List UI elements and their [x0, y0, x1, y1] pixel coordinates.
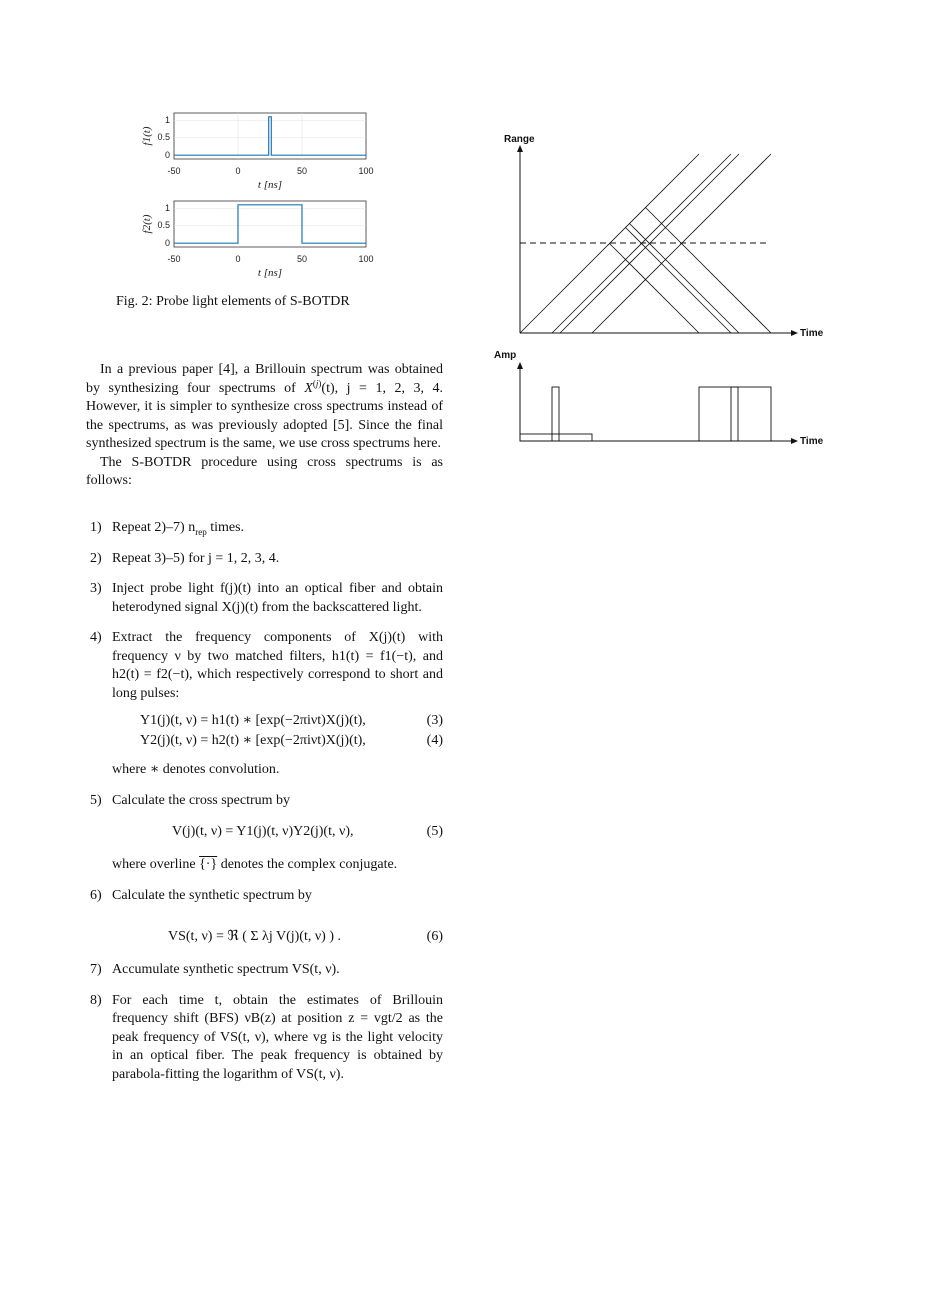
step-2: 2) Repeat 3)–5) for j = 1, 2, 3, 4.	[90, 550, 280, 566]
ytick: 0.5	[157, 220, 170, 230]
plot-f1-line	[174, 117, 366, 155]
plot-f2-frame	[174, 201, 366, 247]
step-8: 8) For each time t, obtain the estimates of Brillouin frequency shift (BFS) νB(z) at position z = vgt/2 as the peak frequency of VS(t, ν), where vg is the light velocity in an optical fiber. The peak frequency is obtained by parabola-fitting the logarithm of VS(t, ν).	[90, 992, 443, 1082]
xtick: 50	[296, 254, 308, 264]
plot-f1	[141, 113, 374, 191]
ytick: 1	[164, 203, 170, 213]
figure-2-caption: Fig. 2: Probe light elements of S-BOTDR	[116, 294, 350, 309]
plot-f2-xlabel: t [ns]	[257, 267, 283, 279]
xtick: 100	[358, 166, 374, 176]
xtick: 50	[296, 166, 308, 176]
range-label: Range	[504, 134, 535, 145]
amp-label: Amp	[494, 350, 517, 361]
plot-f1-frame	[174, 113, 366, 159]
plot-f1-xlabel: t [ns]	[257, 179, 283, 191]
xtick: 0	[235, 166, 241, 176]
equation-5: V(j)(t, ν) = Y1(j)(t, ν)Y2(j)(t, ν), (5)	[172, 824, 443, 839]
equation-6: VS(t, ν) = ℜ ( Σ λj V(j)(t, ν) ) . (6)	[168, 929, 443, 944]
step-6: 6) Calculate the synthetic spectrum by VS(t, ν) = ℜ ( Σ λj V(j)(t, ν) ) . (6)	[86, 887, 443, 948]
step-5: 5) Calculate the cross spectrum by V(j)(t, ν) = Y1(j)(t, ν)Y2(j)(t, ν), (5) where overline {·} denotes the complex conjugate.	[86, 792, 443, 875]
step-7: 7) Accumulate synthetic spectrum VS(t, ν).	[90, 962, 340, 977]
range-time-diagram	[490, 128, 830, 453]
plot-f2	[141, 201, 374, 279]
ytick: 0	[164, 150, 170, 160]
step-4: 4) Extract the frequency components of X(j)(t) with frequency ν by two matched filters, h1(t) = f1(−t), and h2(t) = f2(−t), which respectively correspond to short and long pulses: Y1(j)(t, ν) = h1(t) ∗ [exp(−2πiνt)X(j)(t), (3) Y2(j)(t, ν) = h2(t) ∗ [exp(−2πiνt)X(j)(t), (4) where ∗ denotes convolution.	[86, 629, 443, 780]
time-label-bottom: Time	[800, 436, 824, 447]
xtick: 0	[235, 254, 241, 264]
plot-f1-ylabel: f1(t)	[141, 126, 153, 146]
figure-2	[130, 105, 400, 285]
procedure-list	[86, 519, 443, 1096]
ytick: 1	[164, 115, 170, 125]
pulse-shapes	[520, 387, 771, 441]
plot-f2-line	[174, 205, 366, 243]
step-4-note: where ∗ denotes convolution.	[112, 762, 280, 777]
step-1: 1) Repeat 2)–7) $n_{rep}$ times.	[90, 520, 245, 537]
step-3: 3) Inject probe light f(j)(t) into an optical fiber and obtain heterodyned signal X(j)(t) from the backscattered light.	[90, 581, 443, 615]
equation-3: Y1(j)(t, ν) = h1(t) ∗ [exp(−2πiνt)X(j)(t), (3)	[140, 713, 443, 728]
step-5-note: where overline {·} denotes the complex conjugate.	[112, 857, 398, 872]
plot-f2-ylabel: f2(t)	[141, 214, 153, 234]
xtick: -50	[167, 254, 181, 264]
p1-text-b: (t), j = 1, 2, 3, 4. However, it is simpler to synthesize cross spectrums instead of the spectrums, as was previously adopted [5]. Since the final synthesized spectrum is the same, we use cross spectrums here.	[86, 380, 443, 451]
xtick: 100	[358, 254, 374, 264]
p1-text-a: In a previous paper [4], a Brillouin spectrum was obtained by synthesizing four spectrums of	[86, 362, 443, 396]
time-label-top: Time	[800, 328, 824, 339]
ytick: 0.5	[157, 132, 170, 142]
paragraph-2: The S-BOTDR procedure using cross spectrums is as follows:	[86, 454, 443, 488]
ytick: 0	[164, 238, 170, 248]
body-text	[86, 361, 443, 491]
xtick: -50	[167, 166, 181, 176]
paragraph-1: In a previous paper [4], a Brillouin spectrum was obtained by synthesizing four spectrums of $X^{(j)}(t)$, j = 1, 2, 3, 4. However, it is simpler to synthesize cross spectrums instead of the spectrums, as was previously adopted [5]. Since the final synthesized spectrum is the same, we use cross spectrums here.	[86, 362, 443, 451]
equation-4: Y2(j)(t, ν) = h2(t) ∗ [exp(−2πiνt)X(j)(t), (4)	[140, 733, 443, 748]
